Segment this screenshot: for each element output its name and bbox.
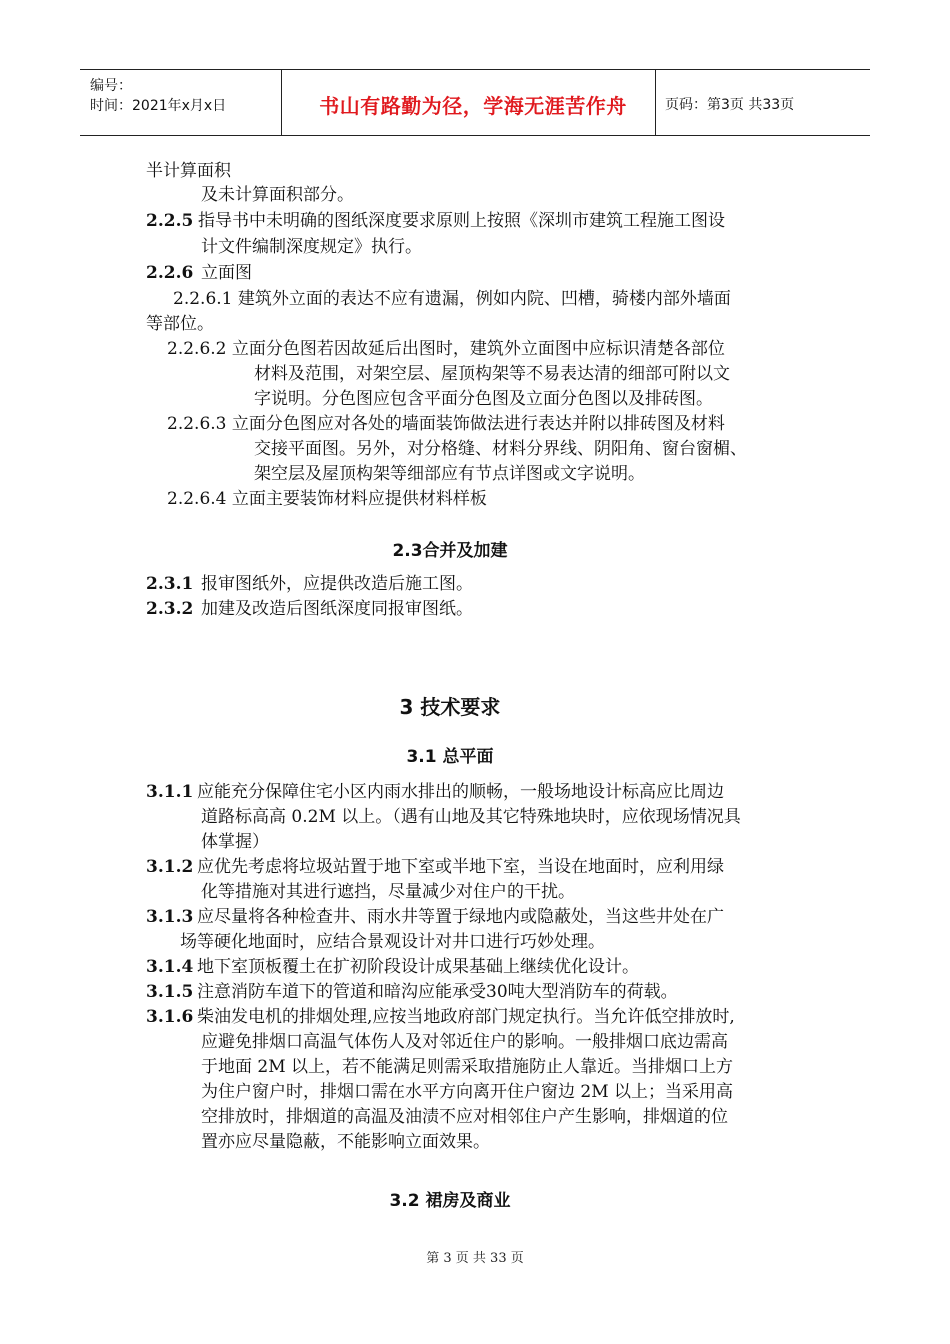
body-line: 应避免排烟口高温气体伤人及对邻近住户的影响。一般排烟口底边需高 xyxy=(201,1032,728,1052)
body-line: 应能充分保障住宅小区内雨水排出的顺畅，一般场地设计标高应比周边 xyxy=(197,782,724,802)
header-page-info: 页码：第3页 共33页 xyxy=(665,97,795,113)
body-line: 2.2.6.3 立面分色图应对各处的墙面装饰做法进行表达并附以排砖图及材料 xyxy=(167,414,725,434)
page-footer: 第 3 页 共 33 页 xyxy=(426,1251,524,1266)
body-line: 等部位。 xyxy=(146,314,214,334)
time-label: 时间：2021年x月x日 xyxy=(90,98,227,114)
body-line: 架空层及屋顶构架等细部应有节点详图或文字说明。 xyxy=(254,464,645,484)
chapter-title: 3 技术要求 xyxy=(399,695,501,719)
body-line: 交接平面图。另外，对分格缝、材料分界线、阴阳角、窗台窗楣、 xyxy=(254,439,747,459)
body-line: 立面图 xyxy=(201,263,252,283)
body-line: 柴油发电机的排烟处理,应按当地政府部门规定执行。当允许低空排放时, xyxy=(197,1007,735,1027)
body-line: 材料及范围，对架空层、屋顶构架等不易表达清的细部可附以文 xyxy=(254,364,730,384)
section-heading: 3.1 总平面 xyxy=(406,747,494,767)
body-line: 加建及改造后图纸深度同报审图纸。 xyxy=(201,599,473,619)
body-line: 注意消防车道下的管道和暗沟应能承受30吨大型消防车的荷载。 xyxy=(197,982,678,1002)
body-line: 于地面 2M 以上，若不能满足则需采取措施防止人靠近。当排烟口上方 xyxy=(201,1057,734,1077)
body-line: 计文件编制深度规定》执行。 xyxy=(201,237,422,257)
body-line: 应优先考虑将垃圾站置于地下室或半地下室，当设在地面时，应利用绿 xyxy=(197,857,724,877)
clause-number: 2.3.1 xyxy=(146,574,194,594)
body-line: 指导书中未明确的图纸深度要求原则上按照《深圳市建筑工程施工图设 xyxy=(198,211,725,231)
serial-label: 编号： xyxy=(90,78,132,94)
clause-number: 2.2.6 xyxy=(146,263,194,283)
body-line: 化等措施对其进行遮挡，尽量减少对住户的干扰。 xyxy=(201,882,575,902)
body-line: 报审图纸外，应提供改造后施工图。 xyxy=(201,574,473,594)
body-line: 置亦应尽量隐蔽，不能影响立面效果。 xyxy=(201,1132,490,1152)
body-line: 体掌握） xyxy=(201,832,269,852)
clause-number: 3.1.6 xyxy=(146,1007,194,1027)
clause-number: 3.1.2 xyxy=(146,857,194,877)
body-line: 为住户窗户时，排烟口需在水平方向离开住户窗边 2M 以上；当采用高 xyxy=(201,1082,734,1102)
body-line: 地下室顶板覆土在扩初阶段设计成果基础上继续优化设计。 xyxy=(197,957,639,977)
header-left xyxy=(90,76,226,116)
body-line: 字说明。分色图应包含平面分色图及立面分色图以及排砖图。 xyxy=(254,389,713,409)
body-line: 场等硬化地面时，应结合景观设计对井口进行巧妙处理。 xyxy=(180,932,605,952)
clause-number: 2.2.5 xyxy=(146,211,194,231)
body-line: 道路标高高 0.2M 以上。（遇有山地及其它特殊地块时，应依现场情况具 xyxy=(201,807,741,827)
section-heading: 3.2 裙房及商业 xyxy=(389,1191,511,1211)
section-heading: 2.3合并及加建 xyxy=(392,541,508,561)
clause-number: 3.1.5 xyxy=(146,982,194,1002)
body-line: 应尽量将各种检查井、雨水井等置于绿地内或隐蔽处，当这些井处在广 xyxy=(197,907,724,927)
header-divider xyxy=(655,70,656,135)
body-line: 2.2.6.1 建筑外立面的表达不应有遗漏，例如内院、凹槽，骑楼内部外墙面 xyxy=(173,289,731,309)
clause-number: 3.1.1 xyxy=(146,782,194,802)
clause-number: 3.1.4 xyxy=(146,957,194,977)
body-line: 2.2.6.4 立面主要装饰材料应提供材料样板 xyxy=(167,489,487,509)
body-line: 半计算面积 xyxy=(146,161,231,181)
clause-number: 3.1.3 xyxy=(146,907,194,927)
page-header xyxy=(80,69,870,136)
body-line: 空排放时，排烟道的高温及油渍不应对相邻住户产生影响，排烟道的位 xyxy=(201,1107,728,1127)
body-line: 及未计算面积部分。 xyxy=(201,185,354,205)
header-motto: 书山有路勤为径，学海无涯苦作舟 xyxy=(319,94,627,118)
body-line: 2.2.6.2 立面分色图若因故延后出图时，建筑外立面图中应标识清楚各部位 xyxy=(167,339,725,359)
clause-number: 2.3.2 xyxy=(146,599,194,619)
